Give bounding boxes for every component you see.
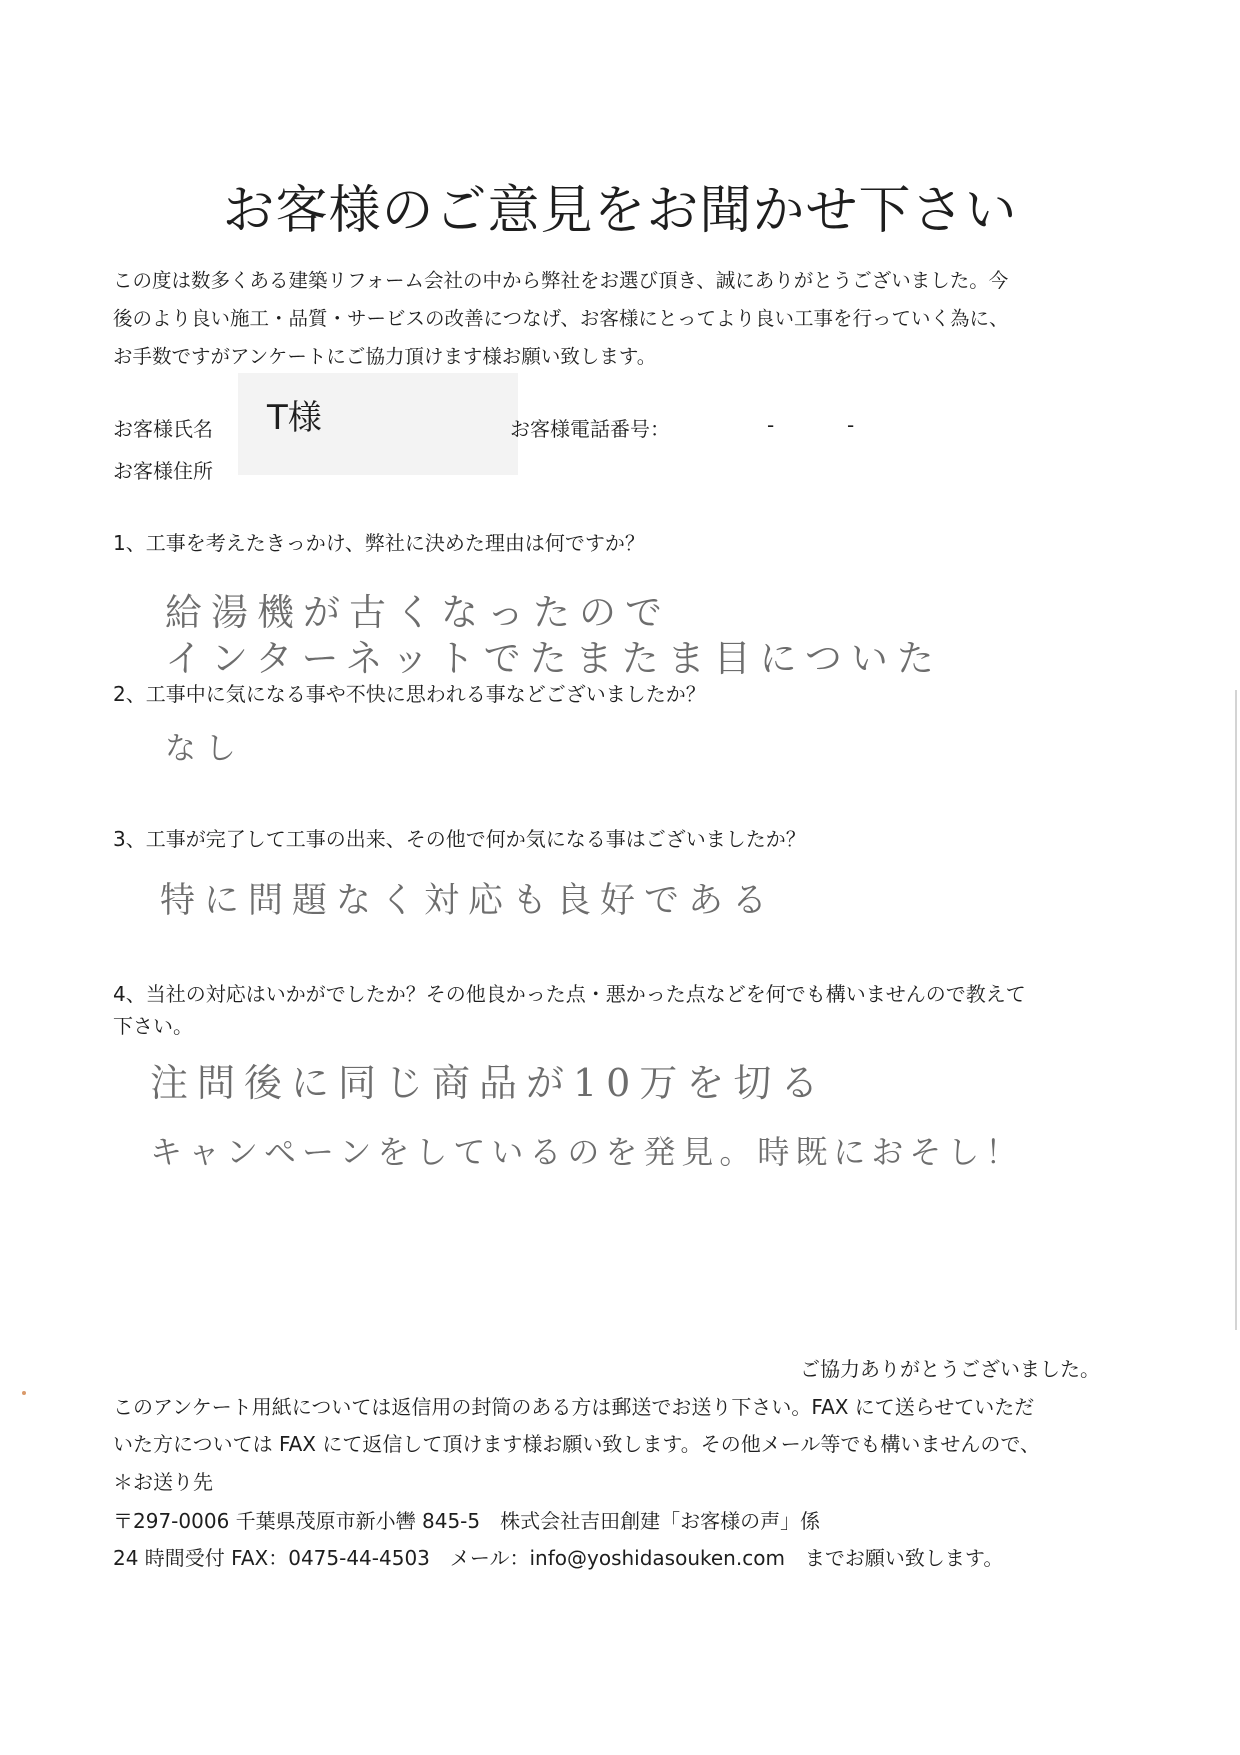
footer-line: このアンケート用紙については返信用の封筒のある方は郵送でお送り下さい。FAX にて送らせていただ [113, 1395, 1035, 1419]
answer-1-line-1: 給湯機が古くなったので [165, 591, 671, 634]
answer-2: なし [165, 731, 245, 767]
question-3: 3、工事が完了して工事の出来、その他で何か気になる事はございましたか？ [113, 827, 806, 851]
question-1: 1、工事を考えたきっかけ、弊社に決めた理由は何ですか？ [113, 531, 645, 555]
intro-line: この度は数多くある建築リフォーム会社の中から弊社をお選び頂き、誠にありがとうございました。今 [113, 269, 1009, 292]
contact-line: 24 時間受付 FAX：0475-44-4503 メール：info@yoshidasouken.com までお願い致します。 [113, 1546, 1004, 1570]
page-title: お客様のご意見をお聞かせ下さい [222, 181, 1018, 241]
answer-3: 特に問題なく対応も良好である [160, 881, 777, 921]
answer-4-line-1: 注問後に同じ商品が10万を切る [150, 1061, 828, 1105]
answer-4-line-2: キャンペーンをしているのを発見。時既におそし！ [150, 1133, 1024, 1171]
question-2: 2、工事中に気になる事や不快に思われる事などございましたか？ [113, 682, 706, 706]
customer-name-label: お客様氏名 [113, 417, 213, 441]
scan-speck [22, 1391, 26, 1395]
customer-address-label: お客様住所 [113, 459, 213, 483]
intro-line: 後のより良い施工・品質・サービスの改善につなげ、お客様にとってより良い工事を行っていく為に、 [113, 307, 1009, 330]
customer-name-value: T様 [267, 398, 322, 438]
postal-address: 〒297-0006 千葉県茂原市新小轡 845-5 株式会社吉田創建「お客様の声」係 [113, 1509, 821, 1533]
scan-edge-shadow [1235, 690, 1237, 1330]
send-to-heading: ＊お送り先 [113, 1470, 213, 1494]
footer-line: いた方については FAX にて返信して頂けます様お願い致します。その他メール等でも構いませんので、 [113, 1432, 1040, 1456]
intro-line: お手数ですがアンケートにご協力頂けます様お願い致します。 [113, 345, 657, 368]
answer-1-line-2: インターネットでたまたま目についた [165, 637, 943, 680]
thanks-text: ご協力ありがとうございました。 [800, 1357, 1100, 1381]
question-4: 4、当社の対応はいかがでしたか？その他良かった点・悪かった点などを何でも構いませんので教えて [113, 982, 1026, 1006]
intro-paragraph [113, 262, 1133, 376]
customer-phone-label: お客様電話番号： [510, 417, 670, 441]
question-4-continued: 下さい。 [113, 1014, 193, 1038]
phone-dash: - [767, 413, 775, 437]
phone-dash: - [847, 413, 855, 437]
